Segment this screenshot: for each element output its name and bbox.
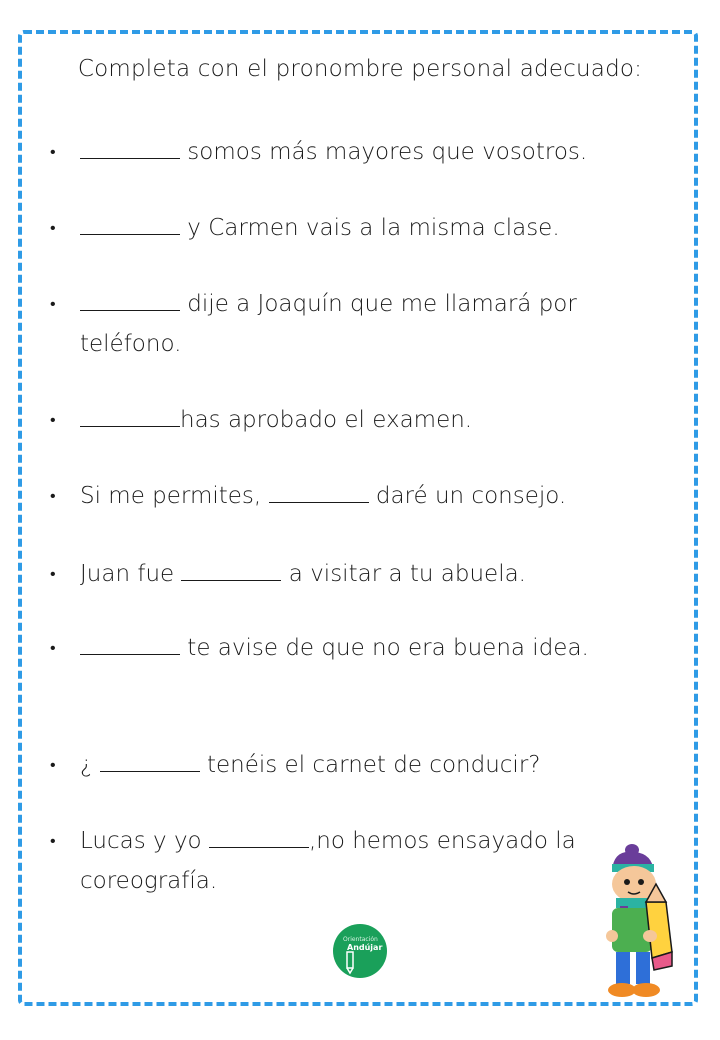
answer-blank[interactable]: [181, 562, 281, 581]
answer-blank[interactable]: [209, 829, 309, 848]
exercise-item-7: [50, 628, 620, 668]
exercise-item-1: [50, 132, 620, 172]
item-text: a visitar a tu abuela.: [281, 561, 526, 587]
item-prefix: ¿: [80, 752, 100, 778]
item-text: somos más mayores que vosotros.: [180, 139, 588, 165]
exercise-item-4: [50, 400, 620, 440]
exercise-item-2: [50, 208, 620, 248]
answer-blank[interactable]: [80, 636, 180, 655]
answer-blank[interactable]: [100, 753, 200, 772]
item-text: te avise de que no era buena idea.: [180, 635, 589, 661]
item-text: y Carmen vais a la misma clase.: [180, 215, 560, 241]
bullet: •: [50, 410, 56, 429]
bullet: •: [50, 564, 56, 583]
worksheet-title: Completa con el pronombre personal adecuado:: [77, 56, 643, 82]
bullet: •: [50, 831, 56, 850]
item-text: daré un consejo.: [368, 483, 567, 509]
answer-blank[interactable]: [80, 216, 180, 235]
child-with-pencil-illustration: [600, 840, 682, 1000]
exercise-item-5: [50, 476, 620, 516]
bullet: •: [50, 755, 56, 774]
exercise-item-3: [50, 284, 590, 364]
exercise-item-6: [50, 554, 620, 594]
bullet: •: [50, 218, 56, 237]
bullet: •: [50, 142, 56, 161]
item-text: dije a Joaquín que me llamará por teléfono.: [80, 291, 577, 357]
logo-text-main: Andújar: [347, 943, 383, 952]
item-text: tenéis el carnet de conducir?: [199, 752, 541, 778]
item-text: has aprobado el examen.: [180, 407, 473, 433]
answer-blank[interactable]: [80, 292, 180, 311]
logo-text-small: Orientación: [343, 936, 378, 943]
item-prefix: Lucas y yo: [80, 828, 209, 854]
orientacion-andujar-logo: [333, 924, 387, 978]
item-prefix: Juan fue: [80, 561, 182, 587]
item-text: ,no hemos ensayado la coreografía.: [80, 828, 576, 894]
bullet: •: [50, 294, 56, 313]
item-prefix: Si me permites,: [80, 483, 269, 509]
bullet: •: [50, 638, 56, 657]
answer-blank[interactable]: [269, 484, 369, 503]
answer-blank[interactable]: [80, 140, 180, 159]
pencil-icon: [333, 924, 387, 978]
exercise-item-9: [50, 821, 595, 901]
answer-blank[interactable]: [80, 408, 180, 427]
bullet: •: [50, 486, 56, 505]
exercise-item-8: [50, 745, 620, 785]
